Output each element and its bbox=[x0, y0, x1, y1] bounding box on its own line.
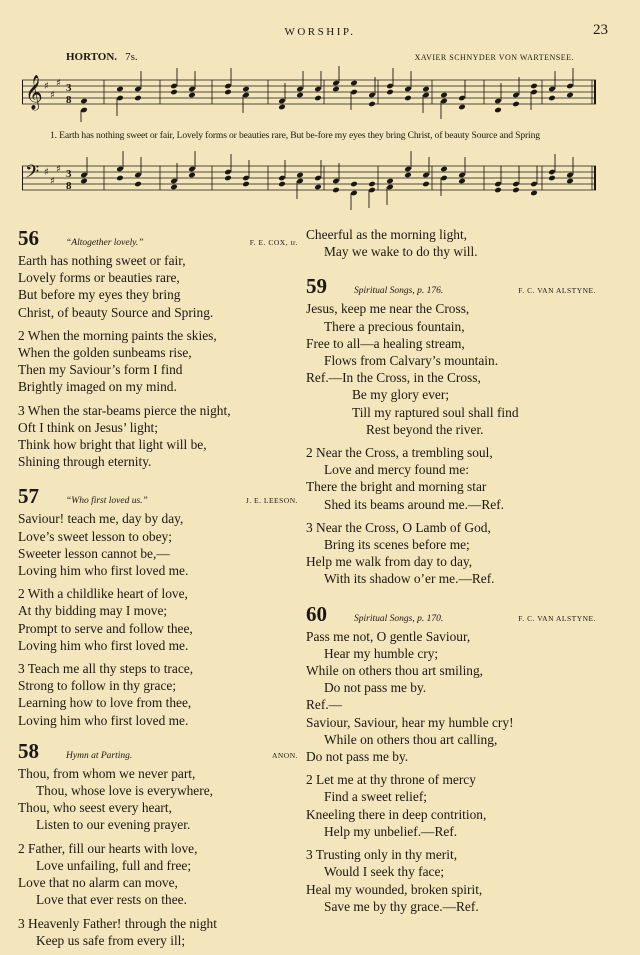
page-header-title: WORSHIP. bbox=[284, 26, 356, 38]
note-head bbox=[458, 104, 466, 111]
time-signature: 8 bbox=[66, 180, 72, 192]
note-head bbox=[296, 92, 304, 99]
refrain-line: Rest beyond the river. bbox=[366, 421, 484, 437]
verse-line: Help my unbelief.—Ref. bbox=[324, 823, 458, 839]
hymn-number: 58 bbox=[18, 738, 39, 763]
treble-staff bbox=[22, 66, 596, 122]
hymn-source: “Altogether lovely.” bbox=[66, 238, 144, 248]
note-head bbox=[512, 187, 520, 194]
verse-line: Pass me not, O gentle Saviour, bbox=[306, 628, 471, 644]
note-head bbox=[188, 92, 196, 99]
refrain-line: Ref.—In the Cross, in the Cross, bbox=[306, 370, 481, 386]
note-head bbox=[134, 95, 142, 102]
hymn-author: F. C. VAN ALSTYNE. bbox=[518, 286, 596, 296]
note-head bbox=[350, 181, 358, 188]
right-column bbox=[306, 226, 596, 921]
time-signature: 3 bbox=[66, 168, 72, 180]
verse-line: May we wake to do thy will. bbox=[324, 244, 478, 260]
verse-line: But before my eyes they bring bbox=[18, 287, 181, 303]
refrain bbox=[306, 369, 596, 438]
hymn-header bbox=[306, 602, 596, 628]
note-head bbox=[224, 89, 232, 96]
note-head bbox=[494, 107, 502, 114]
tune-composer: XAVIER SCHNYDER VON WARTENSEE. bbox=[414, 53, 574, 62]
refrain-line: While on others thou art calling, bbox=[324, 731, 498, 747]
note-head bbox=[368, 101, 376, 108]
verse-line: Think how bright that light will be, bbox=[18, 437, 207, 453]
note-head bbox=[170, 184, 178, 191]
hymn-58 bbox=[18, 739, 298, 949]
verse-line: 3 Teach me all thy steps to trace, bbox=[18, 661, 194, 677]
verse-line: Brightly imaged on my mind. bbox=[18, 379, 177, 395]
verse bbox=[18, 510, 298, 579]
verse-line: Cheerful as the morning light, bbox=[306, 227, 468, 242]
verse-line: Thou, from whom we never part, bbox=[18, 765, 196, 781]
note-head bbox=[332, 86, 340, 93]
note-head bbox=[188, 172, 196, 179]
note-head bbox=[422, 86, 430, 93]
verse-line: Love that no alarm can move, bbox=[18, 875, 178, 891]
verse-line: Would I seek thy face; bbox=[324, 864, 445, 880]
refrain-line: Be my glory ever; bbox=[352, 387, 450, 403]
verse bbox=[18, 252, 298, 321]
note-head bbox=[368, 181, 376, 188]
verse-line: Save me by thy grace.—Ref. bbox=[324, 898, 479, 914]
verse-line: Thou, whose love is everywhere, bbox=[36, 783, 214, 799]
verse-line: Earth has nothing sweet or fair, bbox=[18, 253, 186, 268]
verse-line: At thy bidding may I move; bbox=[18, 603, 168, 619]
note-head bbox=[440, 166, 448, 173]
verse-line: There the bright and morning star bbox=[306, 479, 487, 495]
verse-line: Lovely forms or beauties rare, bbox=[18, 270, 180, 286]
verse-line: Bring its scenes before me; bbox=[324, 537, 470, 553]
note-head bbox=[548, 95, 556, 102]
refrain-line: Do not pass me by. bbox=[306, 749, 409, 765]
note-head bbox=[350, 80, 358, 87]
verse-line: Love and mercy found me: bbox=[324, 462, 470, 478]
note-head bbox=[224, 175, 232, 182]
verse-line: Do not pass me by. bbox=[324, 680, 427, 696]
page-number: 23 bbox=[593, 22, 608, 38]
verse-line: 2 Near the Cross, a trembling soul, bbox=[306, 445, 493, 461]
verse-line: Love’s sweet lesson to obey; bbox=[18, 528, 172, 544]
verse-line: Hear my humble cry; bbox=[324, 645, 439, 661]
verse bbox=[18, 915, 298, 949]
treble-staff-notation bbox=[22, 66, 596, 122]
verse-line: With its shadow o’er me.—Ref. bbox=[324, 571, 495, 587]
hymn-source: Spiritual Songs, p. 176. bbox=[354, 286, 444, 297]
note-head bbox=[296, 172, 304, 179]
verse-line: Free to all—a healing stream, bbox=[306, 335, 465, 351]
verse-line: 2 Let me at thy throne of mercy bbox=[306, 772, 476, 788]
bass-staff-notation bbox=[22, 150, 596, 210]
verse-line: Then my Saviour’s form I find bbox=[18, 362, 183, 378]
note-head bbox=[404, 95, 412, 102]
tune-name bbox=[66, 51, 138, 63]
verse-line: 2 With a childlike heart of love, bbox=[18, 586, 188, 602]
verse-line: Learning how to love from thee, bbox=[18, 695, 192, 711]
verse-line: 3 Trusting only in thy merit, bbox=[306, 847, 458, 863]
verse bbox=[18, 765, 298, 834]
tune-name-label: HORTON. bbox=[66, 51, 118, 63]
note-head bbox=[548, 175, 556, 182]
hymn-number: 60 bbox=[306, 601, 327, 626]
verse bbox=[18, 402, 298, 471]
verse bbox=[306, 300, 596, 369]
note-head bbox=[404, 172, 412, 179]
verse-line: Loving him who first loved me. bbox=[18, 637, 189, 653]
hymn-author: ANON. bbox=[271, 750, 298, 760]
note-head bbox=[116, 86, 124, 93]
verse-line: 3 Near the Cross, O Lamb of God, bbox=[306, 519, 491, 535]
verse-line: There a precious fountain, bbox=[324, 318, 465, 334]
note-head bbox=[566, 92, 574, 99]
hymn-number: 56 bbox=[18, 226, 39, 250]
note-head bbox=[314, 184, 322, 191]
note-head bbox=[440, 92, 448, 99]
verse-line: Shed its beams around me.—Ref. bbox=[324, 496, 504, 512]
note-head bbox=[242, 86, 250, 93]
note-head bbox=[386, 89, 394, 96]
verse-line: Loving him who first loved me. bbox=[18, 712, 189, 728]
key-sharp: ♯ bbox=[50, 90, 55, 101]
verse-line: Listen to our evening prayer. bbox=[36, 817, 191, 833]
hymn-number: 57 bbox=[18, 484, 39, 509]
key-sharp: ♯ bbox=[56, 78, 61, 89]
verse-line: Jesus, keep me near the Cross, bbox=[306, 301, 470, 317]
verse bbox=[306, 846, 596, 915]
verse-line: While on others thou art smiling, bbox=[306, 663, 484, 679]
refrain bbox=[306, 696, 596, 765]
key-sharp: ♯ bbox=[44, 167, 49, 178]
verse-line: Christ, of beauty Source and Spring. bbox=[18, 304, 214, 320]
verse-line: Flows from Calvary’s mountain. bbox=[324, 353, 499, 369]
hymn-59 bbox=[306, 274, 596, 587]
verse-line: Thou, who seest every heart, bbox=[18, 800, 172, 816]
verse-line: 2 Father, fill our hearts with love, bbox=[18, 840, 198, 856]
hymn-author: J. E. LEESON. bbox=[245, 496, 298, 506]
hymn-60 bbox=[306, 602, 596, 915]
tune-lyric-line: 1. Earth has nothing sweet or fair, Lovely forms or beauties rare, But be-fore my eyes they bring Christ, of beauty Source and Spring bbox=[50, 130, 540, 141]
hymn-author: F. C. VAN ALSTYNE. bbox=[518, 613, 596, 623]
hymn-header bbox=[306, 274, 596, 300]
note-head bbox=[458, 178, 466, 185]
note-head bbox=[332, 187, 340, 194]
hymn-57 bbox=[18, 484, 298, 728]
verse-line: Kneeling there in deep contrition, bbox=[306, 806, 487, 822]
note-head bbox=[80, 98, 88, 105]
note-head bbox=[170, 89, 178, 96]
verse-line: Strong to follow in thy grace; bbox=[18, 678, 177, 694]
note-head bbox=[242, 181, 250, 188]
key-sharp: ♯ bbox=[56, 164, 61, 175]
time-signature: 3 bbox=[66, 82, 72, 94]
hymn-number: 59 bbox=[306, 274, 327, 299]
verse-line: Loving him who first loved me. bbox=[18, 563, 189, 579]
hymn-56 bbox=[18, 226, 298, 470]
verse-line: Saviour! teach me, day by day, bbox=[18, 511, 184, 527]
key-sharp: ♯ bbox=[50, 176, 55, 187]
verse-line: 3 When the star-beams pierce the night, bbox=[18, 402, 231, 418]
verse-line: Love that ever rests on thee. bbox=[36, 892, 187, 908]
verse-line: When the golden sunbeams rise, bbox=[18, 345, 192, 361]
verse-line: 2 When the morning paints the skies, bbox=[18, 327, 217, 343]
verse bbox=[306, 444, 596, 513]
hymn-header bbox=[18, 739, 298, 765]
verse-line: Sweeter lesson cannot be,— bbox=[18, 545, 170, 561]
note-head bbox=[278, 104, 286, 111]
verse-line: Find a sweet relief; bbox=[324, 789, 427, 805]
hymn-header bbox=[18, 226, 298, 252]
bass-staff bbox=[22, 150, 596, 210]
hymn-58-continued bbox=[306, 226, 596, 260]
note-head bbox=[314, 95, 322, 102]
verse-line: Prompt to serve and follow thee, bbox=[18, 620, 193, 636]
verse bbox=[306, 771, 596, 840]
verse bbox=[306, 628, 596, 697]
hymn-header bbox=[18, 484, 298, 510]
verse bbox=[18, 327, 298, 396]
verse bbox=[18, 585, 298, 654]
verse-line: Help me walk from day to day, bbox=[306, 554, 473, 570]
time-signature: 8 bbox=[66, 94, 72, 106]
verse-line: Keep us safe from every ill; bbox=[36, 932, 186, 948]
note-head bbox=[512, 101, 520, 108]
hymn-source: Spiritual Songs, p. 170. bbox=[354, 613, 444, 624]
hymn-source: Hymn at Parting. bbox=[66, 750, 133, 761]
refrain-line: Saviour, Saviour, hear my humble cry! bbox=[306, 714, 514, 730]
note-head bbox=[494, 187, 502, 194]
verse-line: Oft I think on Jesus’ light; bbox=[18, 419, 158, 435]
verse bbox=[18, 660, 298, 729]
verse-line: Shining through eternity. bbox=[18, 454, 152, 470]
treble-clef: 𝄞 bbox=[25, 75, 43, 110]
note-head bbox=[80, 178, 88, 185]
note-head bbox=[386, 178, 394, 185]
verse bbox=[306, 519, 596, 588]
bass-clef: 𝄢 bbox=[25, 162, 40, 187]
tune-meter: 7s. bbox=[125, 51, 138, 63]
verse bbox=[18, 840, 298, 909]
left-column bbox=[18, 226, 298, 955]
note-head bbox=[422, 181, 430, 188]
note-head bbox=[134, 181, 142, 188]
hymn-author: F. E. COX, tr. bbox=[249, 238, 298, 247]
key-sharp: ♯ bbox=[44, 81, 49, 92]
note-head bbox=[530, 190, 538, 197]
note-head bbox=[278, 181, 286, 188]
verse-line: Love unfailing, full and free; bbox=[36, 857, 192, 873]
note-head bbox=[530, 83, 538, 90]
note-head bbox=[116, 175, 124, 182]
verse-line: Heal my wounded, broken spirit, bbox=[306, 881, 483, 897]
note-head bbox=[566, 178, 574, 185]
refrain-line: Till my raptured soul shall find bbox=[352, 404, 519, 420]
hymn-source: “Who first loved us.” bbox=[66, 496, 148, 507]
verse-line: 3 Heavenly Father! through the night bbox=[18, 915, 217, 931]
refrain-line: Ref.— bbox=[306, 697, 343, 713]
